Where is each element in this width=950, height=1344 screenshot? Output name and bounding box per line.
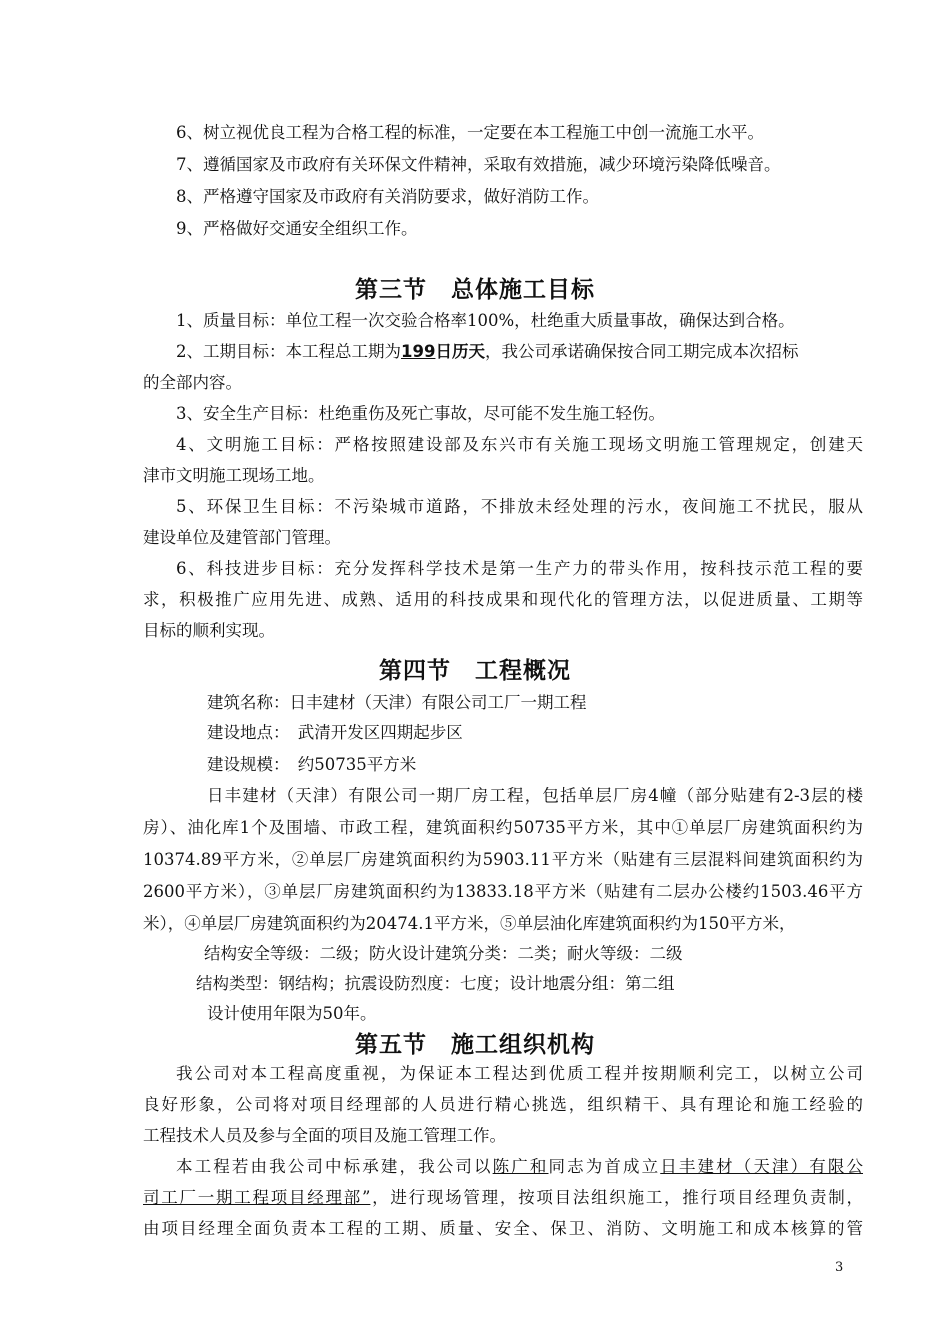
building-name: 建筑名称：日丰建材（天津）有限公司工厂一期工程 bbox=[207, 693, 587, 712]
total-days: 199 bbox=[401, 342, 436, 361]
section-4-heading: 第四节 工程概况 bbox=[379, 658, 571, 684]
overview-l4: 2600平方米），③单层厂房建筑面积约为13833.18平方米（贴建有二层办公楼约1503.46平方 bbox=[143, 882, 863, 901]
goal-environment-l2: 建设单位及建管部门管理。 bbox=[143, 528, 341, 547]
project-dept-name: 日丰建材（天津）有限公 bbox=[660, 1157, 863, 1176]
goal-schedule-cont: 的全部内容。 bbox=[143, 373, 242, 392]
building-scale: 建设规模： 约50735平方米 bbox=[207, 755, 417, 774]
org-p2-l2: 司工厂一期工程项目经理部”，进行现场管理，按项目法组织施工，推行项目经理负责制， bbox=[143, 1188, 864, 1207]
goal-safety: 3、安全生产目标：杜绝重伤及死亡事故，尽可能不发生施工轻伤。 bbox=[176, 404, 665, 423]
overview-l5: 米），④单层厂房建筑面积约为20474.1平方米，⑤单层油化库建筑面积约为150平方米， bbox=[143, 914, 796, 933]
org-p1-l3: 工程技术人员及参与全面的项目及施工管理工作。 bbox=[143, 1126, 506, 1145]
structure-type: 结构类型：钢结构；抗震设防烈度：七度；设计地震分组：第二组 bbox=[196, 974, 675, 993]
list-item-9: 9、严格做好交通安全组织工作。 bbox=[176, 219, 418, 238]
list-item-7: 7、遵循国家及市政府有关环保文件精神，采取有效措施，减少环境污染降低噪音。 bbox=[176, 155, 781, 174]
goal-environment-l1: 5、环保卫生目标：不污染城市道路，不排放未经处理的污水，夜间施工不扰民，服从 bbox=[176, 497, 863, 516]
goal-quality: 1、质量目标：单位工程一次交验合格率100%，杜绝重大质量事故，确保达到合格。 bbox=[176, 311, 795, 330]
goal-tech-l3: 目标的顺利实现。 bbox=[143, 621, 275, 640]
design-life: 设计使用年限为50年。 bbox=[207, 1004, 377, 1023]
section-5-heading: 第五节 施工组织机构 bbox=[355, 1032, 595, 1058]
page-number: 3 bbox=[835, 1260, 844, 1275]
org-p1-l1: 我公司对本工程高度重视，为保证本工程达到优质工程并按期顺利完工，以树立公司 bbox=[176, 1064, 863, 1083]
overview-l2: 房）、油化库1个及围墙、市政工程，建筑面积约50735平方米，其中①单层厂房建筑面积约为 bbox=[143, 818, 863, 837]
list-item-6: 6、树立视优良工程为合格工程的标准，一定要在本工程施工中创一流施工水平。 bbox=[176, 123, 764, 142]
goal-civilized-l1: 4、文明施工目标：严格按照建设部及东兴市有关施工现场文明施工管理规定，创建天 bbox=[176, 435, 863, 454]
goal-civilized-l2: 津市文明施工现场工地。 bbox=[143, 466, 325, 485]
building-site: 建设地点： 武清开发区四期起步区 bbox=[207, 723, 463, 742]
org-p2-l1: 本工程若由我公司中标承建，我公司以陈广和同志为首成立日丰建材（天津）有限公 bbox=[176, 1157, 863, 1176]
project-manager-name: 陈广和 bbox=[492, 1157, 549, 1176]
org-p2-l3: 由项目经理全面负责本工程的工期、质量、安全、保卫、消防、文明施工和成本核算的管 bbox=[143, 1219, 863, 1238]
section-3-heading: 第三节 总体施工目标 bbox=[355, 277, 595, 303]
structure-safety: 结构安全等级：二级；防火设计建筑分类：二类；耐火等级：二级 bbox=[204, 944, 683, 963]
list-item-8: 8、严格遵守国家及市政府有关消防要求，做好消防工作。 bbox=[176, 187, 599, 206]
goal-schedule: 2、工期目标：本工程总工期为199日历天，我公司承诺确保按合同工期完成本次招标 bbox=[176, 342, 799, 361]
goal-tech-l1: 6、科技进步目标：充分发挥科学技术是第一生产力的带头作用，按科技示范工程的要 bbox=[176, 559, 863, 578]
overview-l3: 10374.89平方米，②单层厂房建筑面积约为5903.11平方米（贴建有三层混料间建筑面积约为 bbox=[143, 850, 863, 869]
goal-tech-l2: 求，积极推广应用先进、成熟、适用的科技成果和现代化的管理方法，以促进质量、工期等 bbox=[143, 590, 863, 609]
org-p1-l2: 良好形象，公司将对项目经理部的人员进行精心挑选，组织精干、具有理论和施工经验的 bbox=[143, 1095, 863, 1114]
overview-l1: 日丰建材（天津）有限公司一期厂房工程，包括单层厂房4幢（部分贴建有2-3层的楼 bbox=[207, 786, 863, 805]
